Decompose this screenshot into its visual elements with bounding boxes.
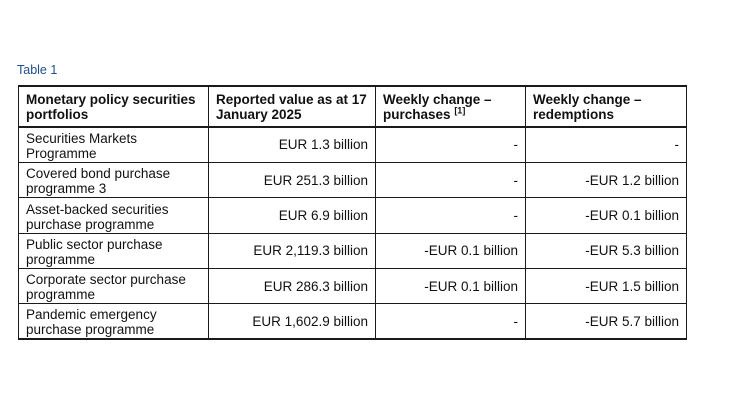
table-caption: Table 1 (17, 63, 58, 77)
table-row (19, 198, 687, 233)
cell-weekly-redemptions: -EUR 0.1 billion (526, 198, 687, 233)
table-header-row (19, 86, 687, 127)
header-weekly-redemptions: Weekly change – redemptions (526, 86, 687, 127)
cell-weekly-redemptions: -EUR 1.5 billion (526, 269, 687, 304)
cell-portfolio-name: Securities Markets Programme (19, 127, 209, 162)
table-row (19, 162, 687, 197)
cell-portfolio-name: Public sector purchase programme (19, 233, 209, 268)
cell-reported-value: EUR 1,602.9 billion (209, 304, 376, 339)
securities-portfolio-table (18, 85, 687, 340)
cell-portfolio-name: Pandemic emergency purchase programme (19, 304, 209, 339)
cell-weekly-purchases: -EUR 0.1 billion (376, 233, 526, 268)
cell-weekly-redemptions: - (526, 127, 687, 162)
cell-reported-value: EUR 6.9 billion (209, 198, 376, 233)
cell-portfolio-name: Covered bond purchase programme 3 (19, 162, 209, 197)
cell-weekly-redemptions: -EUR 5.3 billion (526, 233, 687, 268)
cell-portfolio-name: Corporate sector purchase programme (19, 269, 209, 304)
footnote-link[interactable]: [1] (454, 105, 466, 115)
header-weekly-purchases-label: Weekly change – purchases (383, 91, 492, 122)
cell-weekly-redemptions: -EUR 1.2 billion (526, 162, 687, 197)
table-row (19, 233, 687, 268)
cell-reported-value: EUR 1.3 billion (209, 127, 376, 162)
cell-reported-value: EUR 251.3 billion (209, 162, 376, 197)
table-row (19, 127, 687, 162)
cell-reported-value: EUR 2,119.3 billion (209, 233, 376, 268)
table-row (19, 304, 687, 339)
cell-weekly-purchases: - (376, 304, 526, 339)
cell-weekly-redemptions: -EUR 5.7 billion (526, 304, 687, 339)
header-reported-value: Reported value as at 17 January 2025 (209, 86, 376, 127)
cell-weekly-purchases: - (376, 127, 526, 162)
table-row (19, 269, 687, 304)
header-portfolios: Monetary policy securities portfolios (19, 86, 209, 127)
cell-weekly-purchases: - (376, 162, 526, 197)
cell-weekly-purchases: - (376, 198, 526, 233)
cell-portfolio-name: Asset-backed securities purchase programme (19, 198, 209, 233)
header-weekly-purchases (376, 86, 526, 127)
cell-weekly-purchases: -EUR 0.1 billion (376, 269, 526, 304)
cell-reported-value: EUR 286.3 billion (209, 269, 376, 304)
